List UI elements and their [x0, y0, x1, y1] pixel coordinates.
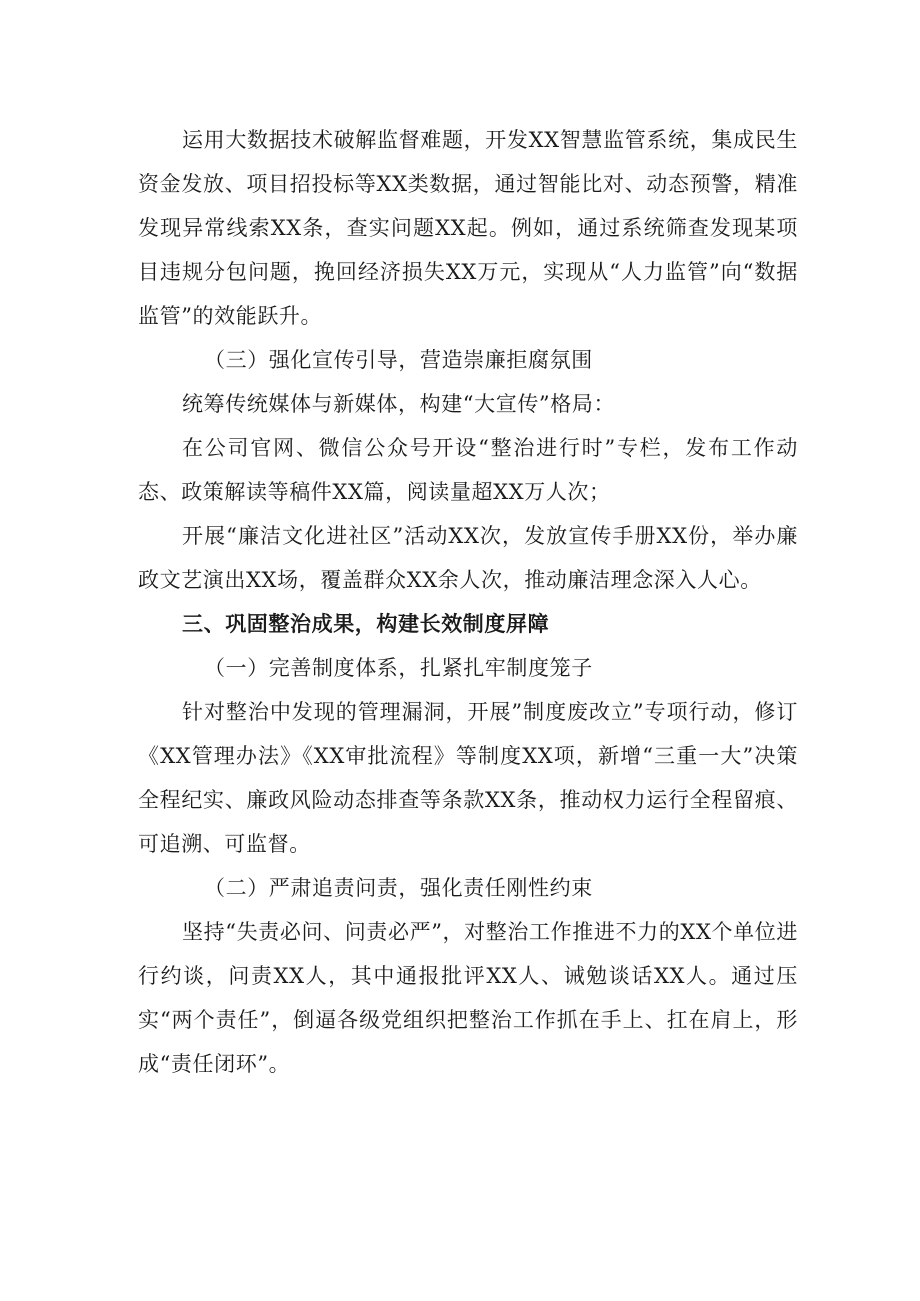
subheading-system-building: （一）完善制度体系，扎紧扎牢制度笼子: [204, 656, 593, 680]
document-body: [138, 118, 798, 1086]
subheading-publicity: （三）强化宣传引导，营造崇廉拒腐氛围: [204, 348, 593, 372]
section-heading-consolidate: 三、巩固整治成果，构建长效制度屏障: [182, 612, 550, 636]
paragraph-community-activity: 开展“廉洁文化进社区”活动XX次，发放宣传手册XX份，举办廉政文艺演出XX场，覆盖群众XX余人次，推动廉洁理念深入人心。: [138, 524, 798, 592]
subheading-accountability: （二）严肃追责问责，强化责任刚性约束: [204, 876, 593, 900]
paragraph-system-reform: 针对整治中发现的管理漏洞，开展”制度废改立”专项行动，修订《XX管理办法》《XX审批流程》等制度XX项，新增“三重一大”决策全程纪实、廉政风险动态排查等条款XX条，推动权力运行全程留痕、可追溯、可监督。: [138, 700, 798, 856]
paragraph-big-data-supervision: 运用大数据技术破解监督难题，开发XX智慧监管系统，集成民生资金发放、项目招投标等XX类数据，通过智能比对、动态预警，精准发现异常线索XX条，查实问题XX起。例如，通过系统筛查发现某项目违规分包问题，挽回经济损失XX万元，实现从“人力监管”向“数据监管”的效能跃升。: [138, 128, 798, 328]
paragraph-media-strategy: 统筹传统媒体与新媒体，构建“大宣传”格局：: [182, 392, 616, 416]
paragraph-online-column: 在公司官网、微信公众号开设“整治进行时”专栏，发布工作动态、政策解读等稿件XX篇，阅读量超XX万人次；: [138, 436, 798, 504]
paragraph-accountability: 坚持“失责必问、问责必严”，对整治工作推进不力的XX个单位进行约谈，问责XX人，其中通报批评XX人、诫勉谈话XX人。通过压实“两个责任”，倒逼各级党组织把整治工作抓在手上、扛在肩上，形成“责任闭环”。: [138, 920, 798, 1076]
